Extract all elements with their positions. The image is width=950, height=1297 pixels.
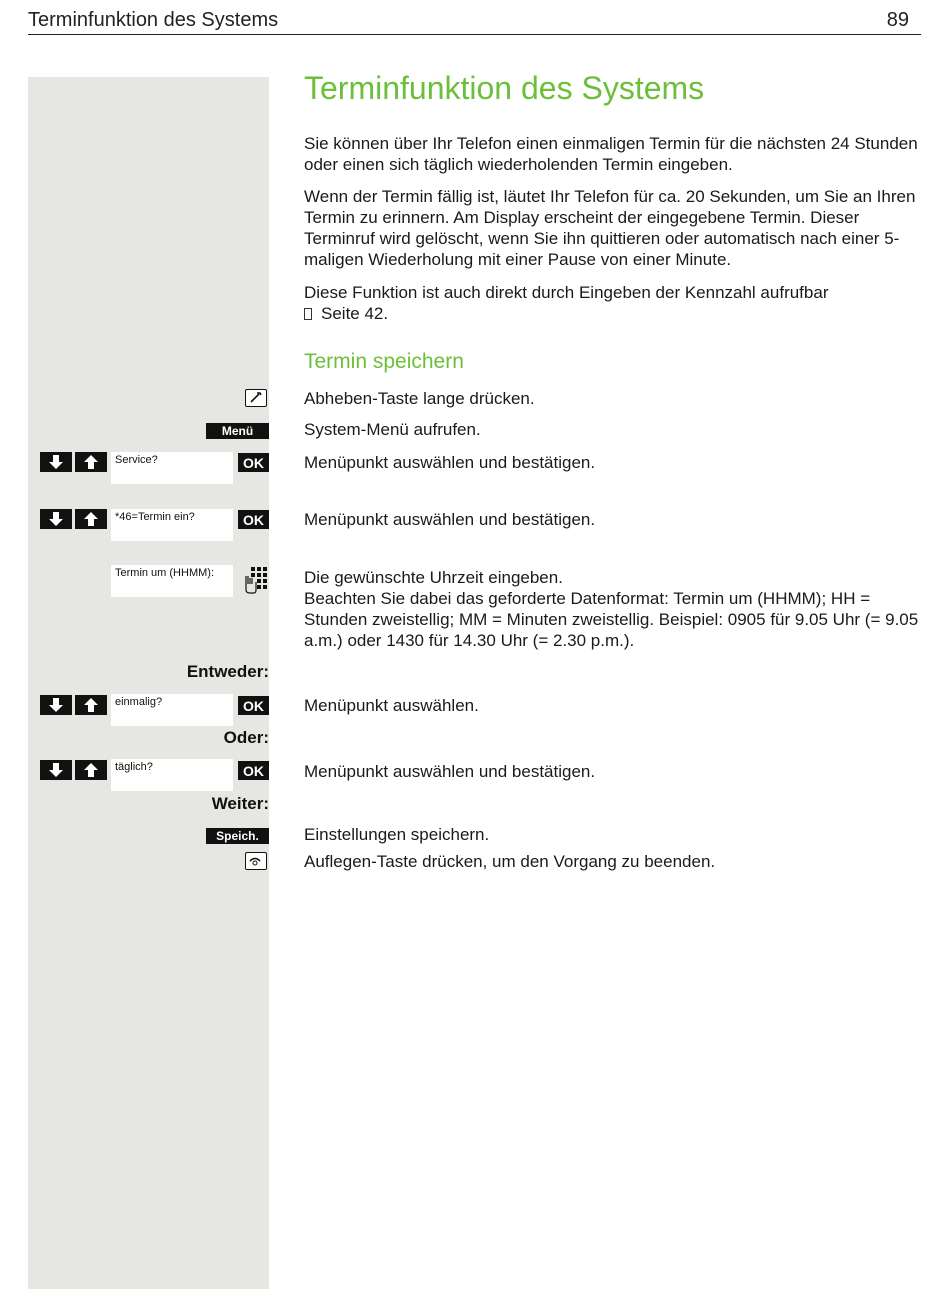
arrow-down-icon — [48, 511, 64, 527]
step-3-text: Menüpunkt auswählen und bestätigen. — [304, 453, 596, 472]
ok-key[interactable]: OK — [238, 761, 269, 780]
step-5-text — [304, 567, 924, 651]
section-title: Termin speichern — [304, 350, 464, 373]
step-save-text: Einstellungen speichern. — [304, 825, 490, 844]
arrow-up-icon — [83, 697, 99, 713]
arrow-up-icon — [83, 511, 99, 527]
step-5-line-1: Die gewünschte Uhrzeit eingeben. — [304, 568, 563, 587]
handset-onhook-icon — [245, 852, 267, 870]
step-taeglich-text: Menüpunkt auswählen und bestätigen. — [304, 762, 596, 781]
page-header — [28, 6, 921, 35]
up-arrow-key[interactable] — [75, 695, 107, 715]
ok-key[interactable]: OK — [238, 696, 269, 715]
display-service: Service? — [111, 452, 233, 484]
display-taeglich: täglich? — [111, 759, 233, 791]
up-arrow-key[interactable] — [75, 509, 107, 529]
step-hangup-text: Auflegen-Taste drücken, um den Vorgang zu beenden. — [304, 852, 716, 871]
up-arrow-key[interactable] — [75, 760, 107, 780]
sidebar-panel — [28, 77, 269, 1289]
arrow-up-icon — [83, 762, 99, 778]
up-arrow-key[interactable] — [75, 452, 107, 472]
page-number: 89 — [886, 9, 909, 31]
handset-offhook-icon — [245, 389, 267, 407]
arrow-up-icon — [83, 454, 99, 470]
down-arrow-key[interactable] — [40, 452, 72, 472]
arrow-down-icon — [48, 697, 64, 713]
display-termin-um: Termin um (HHMM): — [111, 565, 233, 597]
save-key[interactable]: Speich. — [206, 828, 269, 844]
header-title: Terminfunktion des Systems — [28, 9, 279, 31]
intro-paragraph-3-text: Diese Funktion ist auch direkt durch Eingeben der Kennzahl aufrufbar — [304, 283, 829, 302]
arrow-down-icon — [48, 454, 64, 470]
keypad-icon — [242, 566, 269, 594]
page-reference[interactable] — [304, 303, 924, 324]
page-reference-text: Seite 42. — [321, 304, 389, 323]
intro-paragraph-2: Wenn der Termin fällig ist, läutet Ihr Telefon für ca. 20 Sekunden, um Sie an Ihren Termin zu erinnern. Am Display erscheint der eingegebene Termin. Dieser Terminruf wird gelöscht, wenn Sie ihn quittieren oder automatisch nach einer 5-maligen Wiederholung mit einer Pause von einer Minute. — [304, 187, 916, 269]
down-arrow-key[interactable] — [40, 760, 72, 780]
ok-key[interactable]: OK — [238, 453, 269, 472]
step-2-text: System-Menü aufrufen. — [304, 420, 481, 439]
label-next: Weiter: — [211, 794, 269, 813]
arrow-right-icon — [304, 308, 312, 320]
intro-paragraph-1: Sie können über Ihr Telefon einen einmaligen Termin für die nächsten 24 Stunden oder einen sich täglich wiederholenden Termin eingeben. — [304, 134, 918, 174]
ok-key[interactable]: OK — [238, 510, 269, 529]
display-termin-ein: *46=Termin ein? — [111, 509, 233, 541]
page-title: Terminfunktion des Systems — [304, 70, 705, 106]
label-either: Entweder: — [186, 662, 269, 681]
menu-key[interactable]: Menü — [206, 423, 269, 439]
intro-paragraph-3 — [304, 282, 924, 324]
step-1-text: Abheben-Taste lange drücken. — [304, 389, 535, 408]
display-einmalig: einmalig? — [111, 694, 233, 726]
step-5-line-2: Beachten Sie dabei das geforderte Datenformat: Termin um (HHMM); HH = Stunden zweistellig; MM = Minuten zweistellig. Beispiel: 0905 für 9.05 Uhr (= 9.05 a.m.) oder 1430 für 14.30 Uhr (= 2.30 p.m.). — [304, 589, 919, 650]
down-arrow-key[interactable] — [40, 509, 72, 529]
step-einmalig-text: Menüpunkt auswählen. — [304, 696, 479, 715]
label-or: Oder: — [223, 728, 269, 747]
down-arrow-key[interactable] — [40, 695, 72, 715]
step-4-text: Menüpunkt auswählen und bestätigen. — [304, 510, 596, 529]
arrow-down-icon — [48, 762, 64, 778]
